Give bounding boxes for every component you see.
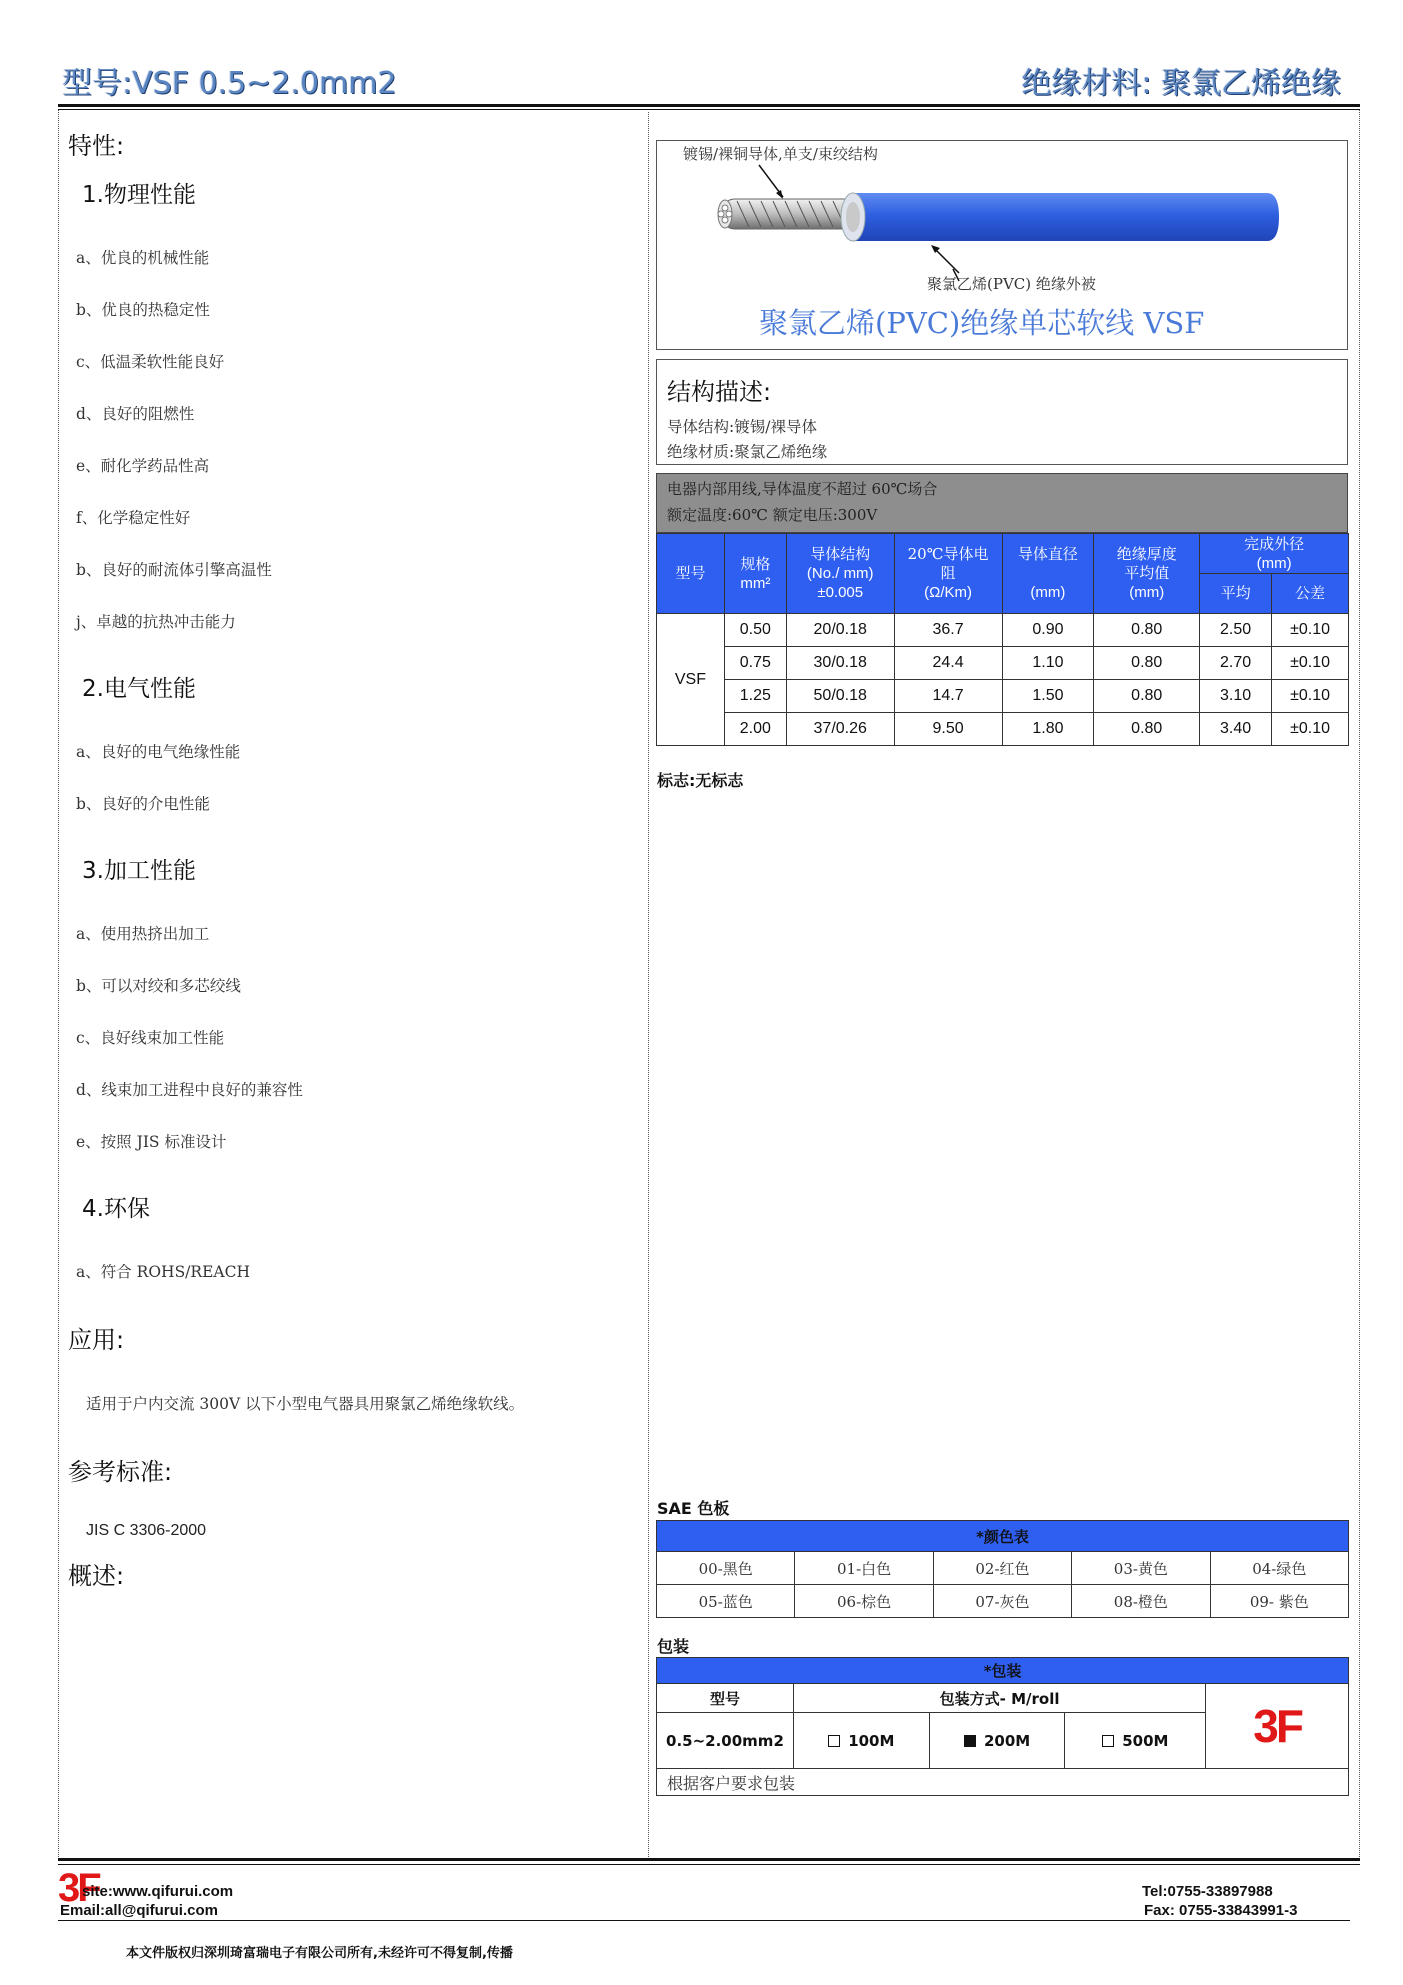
cell: 50/0.18 bbox=[786, 680, 894, 713]
standard-text: JIS C 3306-2000 bbox=[86, 1522, 207, 1539]
th-size: 规格 mm² bbox=[724, 534, 786, 614]
insulation-label: 聚氯乙烯(PVC) 绝缘外被 bbox=[927, 275, 1096, 293]
cell: 0.80 bbox=[1094, 713, 1200, 746]
list-item: b、良好的介电性能 bbox=[76, 795, 210, 813]
cell: ±0.10 bbox=[1272, 614, 1349, 647]
list-item: d、线束加工进程中良好的兼容性 bbox=[76, 1081, 303, 1099]
color-cell: 04-绿色 bbox=[1210, 1552, 1348, 1585]
cell: 20/0.18 bbox=[786, 614, 894, 647]
cell: 1.80 bbox=[1002, 713, 1094, 746]
cell: 0.90 bbox=[1002, 614, 1094, 647]
cell: 36.7 bbox=[894, 614, 1002, 647]
list-item: b、良好的耐流体引擎高温性 bbox=[76, 561, 272, 579]
color-cell: 01-白色 bbox=[795, 1552, 933, 1585]
table-row bbox=[657, 1585, 1349, 1618]
color-cell: 07-灰色 bbox=[933, 1585, 1071, 1618]
th-diameter: 导体直径 (mm) bbox=[1002, 534, 1094, 614]
packaging-table bbox=[656, 1657, 1349, 1796]
footer-rule-thin bbox=[58, 1864, 1360, 1865]
option-200m[interactable]: 200M bbox=[929, 1713, 1065, 1769]
list-item: b、优良的热稳定性 bbox=[76, 301, 210, 319]
structure-conductor: 导体结构:镀锡/裸导体 bbox=[667, 418, 817, 436]
marking-text: 标志:无标志 bbox=[657, 771, 744, 790]
cell: 1.10 bbox=[1002, 647, 1094, 680]
list-item: b、可以对绞和多芯绞线 bbox=[76, 977, 241, 995]
list-item: f、化学稳定性好 bbox=[76, 509, 191, 527]
cell: 1.25 bbox=[724, 680, 786, 713]
packaging-method-head: 包装方式- M/roll bbox=[793, 1684, 1205, 1713]
th-od: 完成外径 (mm) bbox=[1200, 534, 1349, 574]
th-thickness: 绝缘厚度 平均值 (mm) bbox=[1094, 534, 1200, 614]
footer-site[interactable]: site:www.qifurui.com bbox=[82, 1883, 234, 1900]
cell: 1.50 bbox=[1002, 680, 1094, 713]
packaging-model-value: 0.5~2.00mm2 bbox=[657, 1713, 794, 1769]
cell: 0.80 bbox=[1094, 647, 1200, 680]
spec-table bbox=[656, 533, 1349, 746]
list-item: a、符合 ROHS/REACH bbox=[76, 1263, 250, 1281]
color-board-label: SAE 色板 bbox=[657, 1499, 730, 1518]
conductor-label: 镀锡/裸铜导体,单支/束绞结构 bbox=[683, 145, 878, 163]
cell: 24.4 bbox=[894, 647, 1002, 680]
cell: 0.80 bbox=[1094, 680, 1200, 713]
brand-logo: 3F bbox=[1206, 1684, 1349, 1769]
overview-title: 概述: bbox=[68, 1562, 125, 1590]
list-item: j、卓越的抗热冲击能力 bbox=[76, 613, 236, 631]
th-model: 型号 bbox=[657, 534, 725, 614]
color-cell: 06-棕色 bbox=[795, 1585, 933, 1618]
material-title: 绝缘材料: 聚氯乙烯绝缘 bbox=[1021, 66, 1341, 101]
cell: 2.70 bbox=[1200, 647, 1272, 680]
cell: 2.00 bbox=[724, 713, 786, 746]
list-item: a、优良的机械性能 bbox=[76, 249, 210, 267]
table-row bbox=[657, 614, 1349, 647]
physical-title: 1.物理性能 bbox=[82, 182, 196, 208]
cell: 3.40 bbox=[1200, 713, 1272, 746]
checkbox-icon[interactable] bbox=[1102, 1735, 1114, 1747]
cell: 37/0.26 bbox=[786, 713, 894, 746]
list-item: e、耐化学药品性高 bbox=[76, 457, 210, 475]
cable-title: 聚氯乙烯(PVC)绝缘单芯软线 VSF bbox=[759, 306, 1205, 340]
cell: 14.7 bbox=[894, 680, 1002, 713]
color-table-title: *颜色表 bbox=[657, 1521, 1349, 1552]
env-title: 4.环保 bbox=[82, 1196, 150, 1222]
list-item: c、良好线束加工性能 bbox=[76, 1029, 225, 1047]
checkbox-checked-icon[interactable] bbox=[964, 1735, 976, 1747]
cell-model: VSF bbox=[657, 614, 725, 746]
features-title: 特性: bbox=[68, 132, 125, 160]
table-row bbox=[657, 1552, 1349, 1585]
color-cell: 00-黑色 bbox=[657, 1552, 795, 1585]
structure-title: 结构描述: bbox=[667, 378, 772, 406]
color-cell: 05-蓝色 bbox=[657, 1585, 795, 1618]
packaging-model-head: 型号 bbox=[657, 1684, 794, 1713]
table-row bbox=[657, 713, 1349, 746]
electrical-title: 2.电气性能 bbox=[82, 676, 196, 702]
option-100m[interactable]: 100M bbox=[793, 1713, 929, 1769]
packaging-label: 包装 bbox=[657, 1637, 690, 1656]
th-resistance: 20℃导体电 阻 (Ω/Km) bbox=[894, 534, 1002, 614]
cell: ±0.10 bbox=[1272, 647, 1349, 680]
list-item: a、使用热挤出加工 bbox=[76, 925, 210, 943]
cable-illustration-box bbox=[656, 140, 1348, 350]
cell: ±0.10 bbox=[1272, 713, 1349, 746]
footer-tel: Tel:0755-33897988 bbox=[1142, 1883, 1273, 1900]
footer-logo: 3F bbox=[58, 1866, 99, 1910]
cell: 0.50 bbox=[724, 614, 786, 647]
checkbox-icon[interactable] bbox=[828, 1735, 840, 1747]
processing-title: 3.加工性能 bbox=[82, 858, 196, 884]
list-item: d、良好的阻燃性 bbox=[76, 405, 195, 423]
color-table bbox=[656, 1520, 1349, 1618]
application-title: 应用: bbox=[68, 1326, 125, 1354]
color-cell: 03-黄色 bbox=[1072, 1552, 1210, 1585]
cell: 30/0.18 bbox=[786, 647, 894, 680]
th-structure: 导体结构 (No./ mm) ±0.005 bbox=[786, 534, 894, 614]
footer-bottom-rule bbox=[58, 1920, 1350, 1921]
footer-fax: Fax: 0755-33843991-3 bbox=[1144, 1902, 1298, 1919]
structure-insulation: 绝缘材质:聚氯乙烯绝缘 bbox=[667, 443, 828, 461]
cell: 0.75 bbox=[724, 647, 786, 680]
cell: 9.50 bbox=[894, 713, 1002, 746]
header-rule-thick bbox=[58, 104, 1360, 107]
color-cell: 08-橙色 bbox=[1072, 1585, 1210, 1618]
application-text: 适用于户内交流 300V 以下小型电气器具用聚氯乙烯绝缘软线。 bbox=[86, 1395, 525, 1413]
color-cell: 02-红色 bbox=[933, 1552, 1071, 1585]
list-item: e、按照 JIS 标准设计 bbox=[76, 1133, 227, 1151]
list-item: c、低温柔软性能良好 bbox=[76, 353, 225, 371]
footer-rule-thick bbox=[58, 1858, 1360, 1861]
list-item: a、良好的电气绝缘性能 bbox=[76, 743, 241, 761]
cell: 3.10 bbox=[1200, 680, 1272, 713]
standard-title: 参考标准: bbox=[68, 1458, 173, 1486]
option-500m[interactable]: 500M bbox=[1065, 1713, 1206, 1769]
cell: ±0.10 bbox=[1272, 680, 1349, 713]
structure-box bbox=[656, 359, 1348, 465]
packaging-title: *包装 bbox=[657, 1658, 1349, 1684]
usage-line-2: 额定温度:60℃ 额定电压:300V bbox=[667, 506, 878, 524]
cell: 0.80 bbox=[1094, 614, 1200, 647]
table-row bbox=[657, 647, 1349, 680]
column-divider bbox=[648, 112, 649, 1857]
packaging-note: 根据客户要求包装 bbox=[657, 1769, 1349, 1796]
cell: 2.50 bbox=[1200, 614, 1272, 647]
table-row bbox=[657, 680, 1349, 713]
th-od-tol: 公差 bbox=[1272, 574, 1349, 614]
model-title: 型号:VSF 0.5~2.0mm2 bbox=[62, 66, 397, 101]
footer-email[interactable]: Email:all@qifurui.com bbox=[60, 1902, 218, 1919]
usage-box bbox=[656, 473, 1348, 533]
th-od-avg: 平均 bbox=[1200, 574, 1272, 614]
copyright: 本文件版权归深圳琦富瑞电子有限公司所有,未经许可不得复制,传播 bbox=[126, 1946, 513, 1961]
color-cell: 09- 紫色 bbox=[1210, 1585, 1348, 1618]
usage-line-1: 电器内部用线,导体温度不超过 60℃场合 bbox=[667, 480, 938, 498]
